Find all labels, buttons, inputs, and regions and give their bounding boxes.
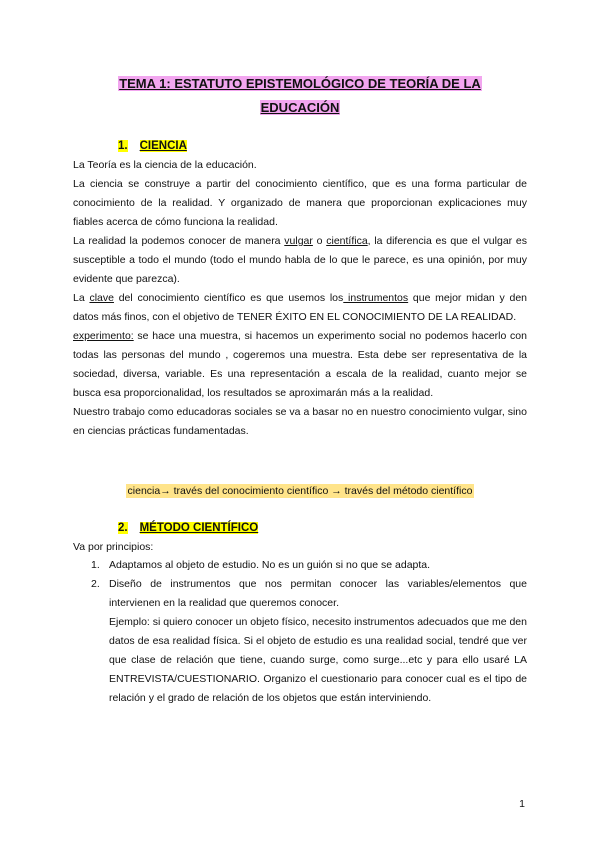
highlighted-summary — [60, 482, 540, 500]
text-run: , la diferencia es que el vulgar es susceptible a todo el mundo (todo el mundo habla de lo que le parece, es una opinión, por muy evidente que parezca). — [73, 235, 527, 285]
list-item-number: 1. — [91, 559, 100, 571]
underlined-term-vulgar: vulgar — [284, 235, 313, 247]
section-1-body — [73, 156, 527, 441]
text-run: La — [73, 292, 90, 304]
principles-list — [91, 556, 527, 708]
list-item-number: 2. — [91, 578, 100, 590]
section-1-heading — [118, 137, 187, 155]
list-item-text: Adaptamos al objeto de estudio. No es un guión si no que se adapta. — [109, 559, 431, 571]
paragraph — [73, 289, 527, 327]
paragraph: Va por principios: — [73, 541, 154, 553]
text-run: del conocimiento científico es que usemos los — [113, 292, 344, 304]
underlined-term-experimento: experimento: — [73, 330, 134, 342]
section-2-title: MÉTODO CIENTÍFICO — [139, 522, 259, 534]
paragraph: Nuestro trabajo como educadoras sociales se va a basar no en nuestro conocimiento vulgar, sino en ciencias prácticas fundamentadas. — [73, 406, 527, 437]
section-1-number: 1. — [118, 140, 128, 152]
list-item — [91, 556, 527, 575]
title-line-1: TEMA 1: ESTATUTO EPISTEMOLÓGICO DE TEORÍA DE LA — [119, 76, 481, 91]
highlighted-summary-text: ciencia→ través del conocimiento científico → través del método científico — [127, 485, 473, 497]
section-2-intro — [73, 538, 527, 557]
paragraph: La ciencia se construye a partir del conocimiento científico, que es una forma particular de conocimiento de la realidad. Y organizado de manera que proporcionan explicaciones muy fiables acerca de cómo funciona la realidad. — [73, 178, 527, 228]
list-item — [91, 575, 527, 708]
paragraph — [73, 327, 527, 403]
underlined-term-cientifica: científica — [326, 235, 368, 247]
underlined-term-instrumentos: instrumentos — [343, 292, 409, 304]
underlined-term-clave: clave — [89, 292, 114, 304]
paragraph: La Teoría es la ciencia de la educación. — [73, 159, 257, 171]
text-run: La realidad la podemos conocer de manera — [73, 235, 285, 247]
page-title — [60, 72, 540, 120]
list-item-text: Diseño de instrumentos que nos permitan conocer las variables/elementos que intervienen en la realidad que queremos conocer. — [109, 578, 527, 609]
paragraph — [73, 232, 527, 289]
section-2-number: 2. — [118, 522, 128, 534]
page-number: 1 — [519, 798, 525, 810]
section-2-heading — [118, 519, 258, 537]
example-paragraph: Ejemplo: si quiero conocer un objeto físico, necesito instrumentos adecuados que me den datos de esa realidad física. Si el objeto de estudio es una realidad social, tendré que ver que clase de relación que tiene, cuando surge, como surge...etc y para ello usaré LA ENTREVISTA/CUESTIONARIO. Organizo el cuestionario para conocer cual es el tipo de relación y el grado de relación de los objetos que están interviniendo. — [109, 616, 527, 704]
text-run: que mejor midan y den datos más finos, con el objetivo de TENER ÉXITO EN EL CONOCIMIENTO DE LA REALIDAD. — [73, 292, 527, 323]
section-1-title: CIENCIA — [139, 140, 187, 152]
text-run: o — [312, 235, 327, 247]
text-run: se hace una muestra, si hacemos un experimento social no podemos hacerlo con todas las personas del mundo , cogeremos una muestra. Esta debe ser representativa de la sociedad, diversa, variable. Es una representación a escala de la realidad, cuanto mejor se busca esa proporcionalidad, los resultados se aproximarán más a la realidad. — [73, 330, 527, 399]
title-line-2: EDUCACIÓN — [260, 100, 340, 115]
